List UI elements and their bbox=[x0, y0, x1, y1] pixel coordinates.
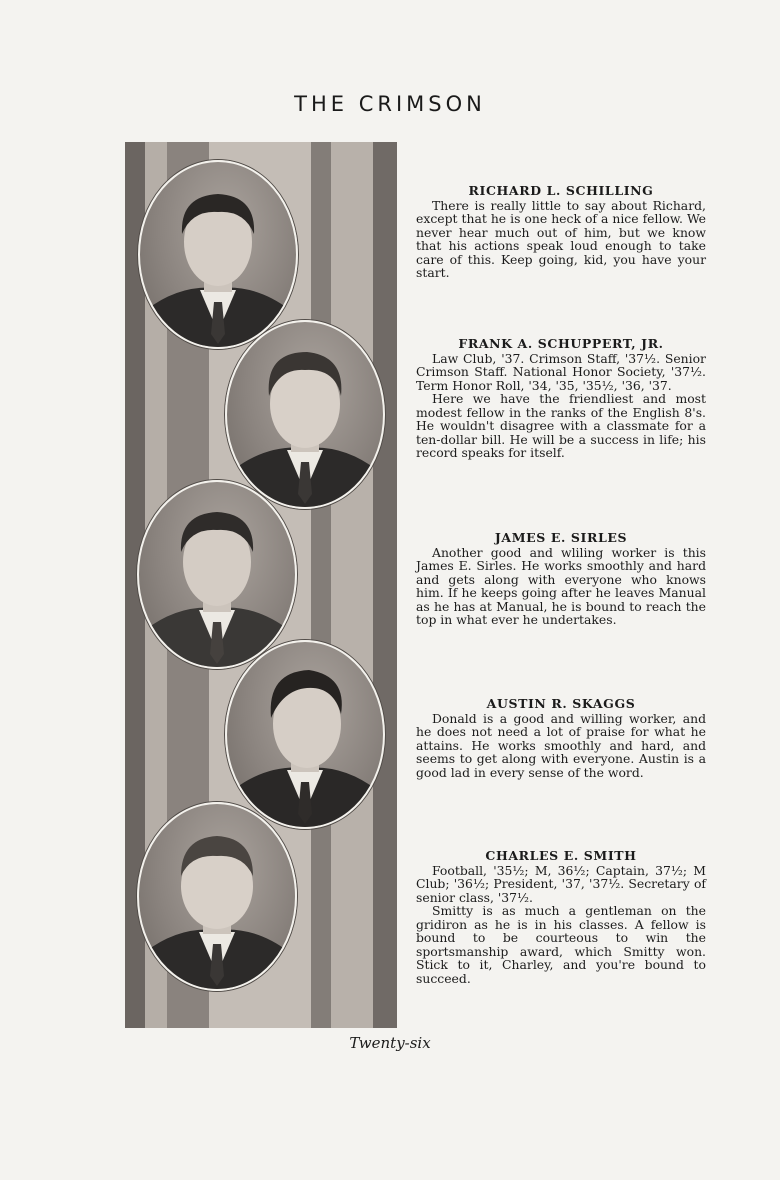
bio-richard-schilling bbox=[416, 184, 706, 280]
portrait-charles-smith bbox=[137, 802, 297, 991]
page-header-title: THE CRIMSON bbox=[294, 92, 486, 116]
bio-paragraph: Another good and wliling worker is this James E. Sirles. He works smoothly and hard and gets along with everyone who knows him. If he keeps going after he leaves Manual as he has at Manual, he is bound to reach the top in what ever he undertakes. bbox=[416, 544, 706, 627]
bio-paragraph: Football, '35½; M, 36½; Captain, 37½; M Club; '36½; President, '37, '37½. Secretary of senior class, '37½. bbox=[416, 862, 706, 905]
portrait-james-sirles bbox=[137, 480, 297, 669]
portrait-richard-schilling bbox=[138, 160, 298, 349]
student-name: CHARLES E. SMITH bbox=[485, 848, 637, 863]
bio-paragraph: There is really little to say about Richard, except that he is one heck of a nice fellow. We never hear much out of him, but we know that his actions speak loud enough to take care of this. Keep going, kid, you have your start. bbox=[416, 197, 706, 280]
bio-paragraph: Donald is a good and willing worker, and he does not need a lot of praise for what he attains. He works smoothly and hard, and seems to get along with everyone. Austin is a good lad in every sense of the word. bbox=[416, 710, 706, 780]
student-name: JAMES E. SIRLES bbox=[494, 530, 628, 545]
page-number: Twenty-six bbox=[349, 1034, 431, 1052]
bio-paragraph: Smitty is as much a gentleman on the gridiron as he is in his classes. A fellow is bound to be courteous to win the sportsmanship award, which Smitty won. Stick to it, Charley, and you're bound to succeed. bbox=[416, 903, 706, 986]
student-name: RICHARD L. SCHILLING bbox=[468, 183, 654, 198]
bio-paragraph: Law Club, '37. Crimson Staff, '37½. Senior Crimson Staff. National Honor Society, '37½. Term Honor Roll, '34, '35, '35½, '36, '37. bbox=[416, 350, 706, 393]
portrait-austin-skaggs bbox=[225, 640, 385, 829]
student-name: FRANK A. SCHUPPERT, JR. bbox=[458, 336, 664, 351]
bio-james-sirles bbox=[416, 531, 706, 627]
bio-charles-smith bbox=[416, 849, 706, 985]
portrait-column bbox=[125, 142, 397, 1028]
student-name: AUSTIN R. SKAGGS bbox=[486, 696, 636, 711]
bio-frank-schuppert bbox=[416, 337, 706, 460]
bio-paragraph: Here we have the friendliest and most modest fellow in the ranks of the English 8's. He wouldn't disagree with a classmate for a ten-dollar bill. He will be a success in life; his record speaks for itself. bbox=[416, 391, 706, 460]
bio-austin-skaggs bbox=[416, 697, 706, 779]
portrait-frank-schuppert bbox=[225, 320, 385, 509]
